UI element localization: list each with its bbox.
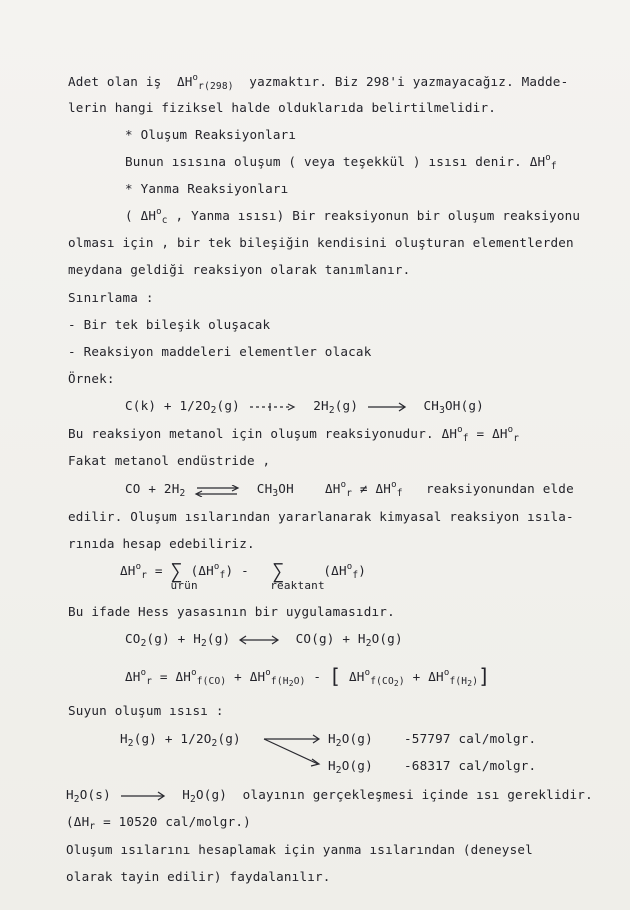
example-label: Örnek: — [68, 371, 115, 386]
calc-line-2: rınıda hesap edebiliriz. — [68, 536, 255, 551]
water-gas-shift-enthalpy: $\Delta H^o_r = \Delta H^o_{f(CO)} + \Delta H^o_{f(H_2O)}$ - [ $\Delta H^o_{f(CO_2)} + \Delta H^o_{f(H_2)}$] — [125, 664, 491, 688]
closing-line-1: Oluşum ısılarını hesaplamak için yanma ısılarından (deneysel — [66, 842, 533, 857]
double-headed-arrow-icon — [238, 635, 280, 645]
combustion-line-1: ( $\Delta H^o_c$ , Yanma ısısı) Bir reaksiyonun bir oluşum reaksiyonu — [125, 207, 581, 226]
closing-line-2: olarak tayin edilir) faydalanılır. — [66, 869, 331, 884]
phase-change-line: $H_2O(s)$ $H_2O(g)$ olayının gerçekleşmesi içinde ısı gereklidir. — [66, 787, 593, 805]
methanol-formation-equation: $C(k) + 1/2O_2(g)$ $2H_2(g)$ $CH_3OH(g)$ — [125, 398, 484, 416]
formation-heat-definition: Bunun ısısına oluşum ( veya teşekkül ) ısısı denir. $\Delta H^o_f$ — [125, 153, 557, 172]
methanol-note: Bu reaksiyon metanol için oluşum reaksiyonudur. $\Delta H^o_f = \Delta H^o_r$ — [68, 425, 520, 444]
right-arrow-icon — [366, 402, 408, 412]
water-formation-title: Suyun oluşum ısısı : — [68, 703, 224, 718]
right-arrow-icon — [119, 791, 167, 801]
limitation-item-2: - Reaksiyon maddeleri elementler olacak — [68, 344, 372, 359]
dashed-arrow-icon — [248, 402, 298, 412]
phase-change-enthalpy: ($\Delta H_r = 10520$ cal/molgr.) — [66, 814, 251, 832]
sum-symbol: ∑ — [170, 559, 183, 583]
industrial-reaction: CO + $2H_2$ $CH_3OH$ $\Delta H^o_r \ne \Delta H^o_f$ reaksiyonundan elde — [125, 480, 574, 499]
intro-line-1: Adet olan iş $\Delta H^o_{r(298)}$ yazmaktır. Biz 298'i yazmayacağız. Madde- — [68, 73, 569, 92]
calc-line-1: edilir. Oluşum ısılarından yararlanarak kimyasal reaksiyon ısıla- — [68, 509, 574, 524]
limitation-item-1: - Bir tek bileşik oluşacak — [68, 317, 271, 332]
industry-note: Fakat metanol endüstride , — [68, 453, 271, 468]
limitation-title: Sınırlama : — [68, 290, 154, 305]
water-formation-reactants: $H_2(g) + 1/2O_2(g)$ — [120, 731, 241, 749]
hess-law-note: Bu ifade Hess yasasının bir uygulamasıdır. — [68, 604, 395, 619]
water-gas-shift-equation: $CO_2(g) + H_2(g)$ $CO(g) + H_2O(g)$ — [125, 631, 403, 649]
combustion-line-3: meydana geldiği reaksiyon olarak tanımlanır. — [68, 262, 411, 277]
sum-symbol: ∑ — [272, 559, 285, 583]
water-gas-product: $H_2O(g)$ -57797 cal/molgr. — [328, 731, 537, 749]
heading-combustion-reactions: * Yanma Reaksiyonları — [125, 181, 289, 196]
combustion-line-2: olması için , bir tek bileşiğin kendisini oluşturan elementlerden — [68, 235, 574, 250]
water-liquid-product: $H_2O(g)$ -68317 cal/molgr. — [328, 758, 537, 776]
equilibrium-arrow-icon — [193, 485, 241, 495]
intro-line-2: lerin hangi fiziksel halde olduklarıda belirtilmelidir. — [68, 100, 497, 115]
heading-formation-reactions: * Oluşum Reaksiyonları — [125, 127, 297, 142]
branching-arrows-icon — [262, 734, 324, 770]
hess-equation: $\Delta H^o_r$ = ∑ ürün $(\Delta H^o_f)$ - ∑ reaktant $(\Delta H^o_f)$ — [120, 559, 367, 592]
